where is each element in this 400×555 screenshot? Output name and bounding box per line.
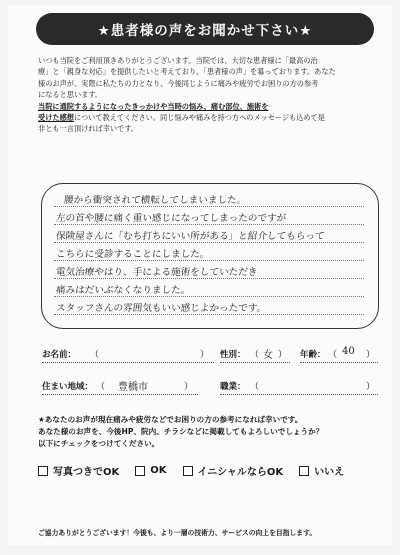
intro-emphasis: 当院に通院するようになったきっかけや当時の悩み、痛む部位、施術を [38,101,269,111]
consent-line: 以下にチェックをつけてください。 [38,439,160,448]
handwritten-line: 痛みはだいぶなくなりました。 [55,285,191,296]
name-label: お名前： [42,350,77,360]
intro-line: いつも当院をご利用頂きありがとうございます。当院では、大切な患者様に「最高の治 [38,56,318,65]
intro-line: になると思います。 [38,90,103,100]
title-banner [36,13,374,45]
checkbox[interactable] [38,466,48,476]
handwritten-line: 保険屋さんに「むち打ちにいい所がある」と紹介してもらって [55,231,325,242]
handwritten-line: 腰から衝突されて横転してしまいました。 [63,195,247,206]
handwritten-line: こちらに受診することにしました。 [55,249,210,260]
ruled-line [54,242,364,243]
option-photo-ok[interactable] [38,463,119,478]
ruled-line [54,278,364,279]
gender-label: 性別： [220,350,246,360]
job-paren-close: ） [366,382,376,392]
ruled-line [54,260,364,261]
area-field[interactable]: 豊橋市 [118,382,148,393]
option-initials-ok[interactable] [183,463,284,478]
name-underline [42,362,214,363]
age-paren-open: （ [328,350,338,360]
intro-line: 様のお声が、実際に私たちの力となり、今後同じように痛みや疲労でお困りの方の参考 [38,78,319,88]
intro-emphasis: 受けた感想 [38,113,74,123]
name-paren-close: ） [200,350,210,360]
consent-options [38,463,344,478]
ruled-line [54,224,364,225]
checkbox[interactable] [299,466,309,476]
consent-text [38,414,378,450]
handwritten-line: スタッフさんの雰囲気もいい感じよかったです。 [55,303,267,314]
option-label: OK [150,465,167,476]
intro-text [38,55,378,135]
area-paren-open: （ [96,382,106,392]
intro-line [38,101,378,112]
job-underline [220,394,378,395]
age-field[interactable]: 40 [342,346,355,357]
checkbox[interactable] [135,466,145,476]
gender-paren-close: ） [278,350,288,360]
age-label: 年齢： [300,350,326,360]
consent-line: ★あなたのお声が現在痛みや疲労などでお困りの方の参考になれば幸いです。 [38,415,303,424]
age-paren-close: ） [366,350,376,360]
gender-paren-open: （ [250,350,260,360]
handwritten-line: 左の首や腰に痛く重い感じになってしまったのですが [55,213,287,224]
survey-sheet [8,5,392,545]
intro-line [38,112,378,123]
option-no[interactable] [299,463,344,478]
area-underline [42,394,198,395]
checkbox[interactable] [183,466,193,476]
message-box[interactable] [41,183,379,329]
banner-title: ★患者様の声をお聞かせ下さい★ [97,23,313,39]
gender-underline [220,362,290,363]
consent-line: あなた様のお声を、今後HP、院内、チラシなどに掲載してもよろしいでしょうか？ [38,427,324,436]
ruled-line [54,314,364,315]
option-ok[interactable] [135,465,166,476]
footer-thanks: ご協力ありがとうございます！今後も、より一層の技術力、サービスの向上を目指します。 [38,529,317,537]
option-label: いいえ [314,467,345,478]
gender-field[interactable]: 女 [263,350,273,361]
job-label: 職業： [220,382,246,392]
ruled-line [54,296,364,297]
ruled-line [54,206,364,207]
handwritten-line: 電気治療やはり、手による施術をしていただき [55,267,258,278]
intro-line-tail: について教えてください。同じ悩みや痛みを持つ方へのメッセージも込めて是 [73,113,325,123]
area-label: 住まい地域： [42,382,94,392]
option-label: イニシャルならOK [197,467,284,478]
job-paren-open: （ [250,382,260,392]
intro-line: 非とも一言頂ければ幸いです。 [38,124,139,134]
intro-line: 療」と「親身な対応」を提供したいと考えており、「患者様の声」を募っております。あなた [38,67,336,77]
age-underline [300,362,378,363]
name-paren-open: （ [90,350,100,360]
option-label: 写真つきでOK [53,467,120,478]
area-paren-close: ） [184,382,194,392]
